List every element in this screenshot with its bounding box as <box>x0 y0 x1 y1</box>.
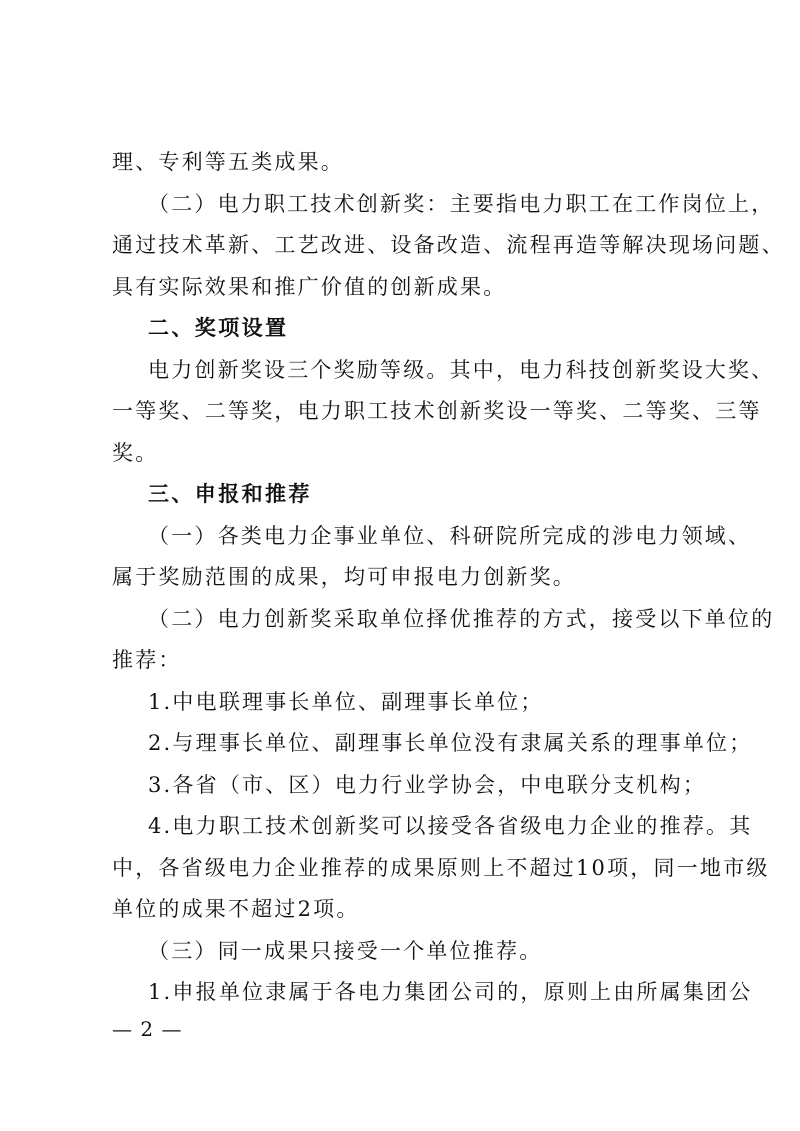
body-line: 通过技术革新、工艺改进、设备改造、流程再造等解决现场问题、 <box>112 233 785 257</box>
page-number: — 2 — <box>112 1017 183 1041</box>
body-line: （二）电力创新奖采取单位择优推荐的方式，接受以下单位的 <box>148 607 775 631</box>
section-heading: 三、申报和推荐 <box>148 482 312 506</box>
body-line: 属于奖励范围的成果，均可申报电力创新奖。 <box>112 565 576 589</box>
list-item: 4.电力职工技术创新奖可以接受各省级电力企业的推荐。其 <box>148 814 753 838</box>
body-line: 一等奖、二等奖，电力职工技术创新奖设一等奖、二等奖、三等 <box>112 399 762 423</box>
section-heading: 二、奖项设置 <box>148 316 289 340</box>
list-item: 3.各省（市、区）电力行业学协会，中电联分支机构； <box>148 773 707 797</box>
body-line: 奖。 <box>112 441 159 465</box>
body-line: （一）各类电力企事业单位、科研院所完成的涉电力领域、 <box>148 524 752 548</box>
body-line: （二）电力职工技术创新奖：主要指电力职工在工作岗位上， <box>148 192 775 216</box>
body-line: 电力创新奖设三个奖励等级。其中，电力科技创新奖设大奖、 <box>148 358 775 382</box>
list-item: 1.中电联理事长单位、副理事长单位； <box>148 690 544 714</box>
body-line: 单位的成果不超过2项。 <box>112 897 360 921</box>
body-line: 具有实际效果和推广价值的创新成果。 <box>112 275 507 299</box>
list-item: 1.申报单位隶属于各电力集团公司的，原则上由所属集团公 <box>148 980 753 1004</box>
body-line: （三）同一成果只接受一个单位推荐。 <box>148 939 543 963</box>
body-line: 中，各省级电力企业推荐的成果原则上不超过10项，同一地市级 <box>112 856 770 880</box>
body-line: 理、专利等五类成果。 <box>112 150 344 174</box>
list-item: 2.与理事长单位、副理事长单位没有隶属关系的理事单位； <box>148 731 753 755</box>
body-line: 推荐： <box>112 648 182 672</box>
